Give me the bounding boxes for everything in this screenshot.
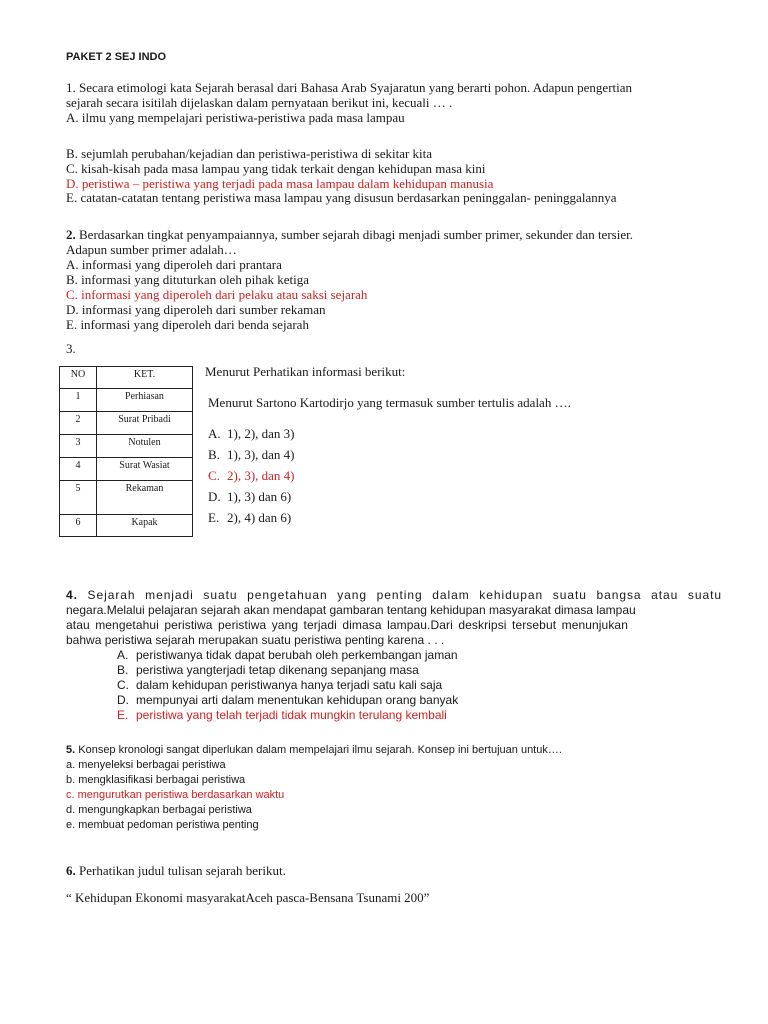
q1-option-e: E. catatan-catatan tentang peristiwa masa lampau yang disusun berdasarkan peninggalan- peninggalannya [66,190,617,205]
table-row [60,458,193,481]
q4-stem-line1 [66,588,722,603]
q4-option-d [117,693,458,708]
table-cell-no: 2 [60,412,97,435]
table-header-row [60,367,193,389]
q1-stem-line1: 1. Secara etimologi kata Sejarah berasal dari Bahasa Arab Syajaratun yang berarti pohon. Adapun pengertian [66,80,633,95]
q2-stem-text: Berdasarkan tingkat penyampaiannya, sumber sejarah dibagi menjadi sumber primer, sekunder dan tersier. [75,227,633,242]
table-cell-no: 1 [60,389,97,412]
q4-option-b [117,663,419,678]
q1-option-d-answer: D. peristiwa – peristiwa yang terjadi pada masa lampau dalam kehidupan manusia [66,176,494,191]
table-cell-ket: Perhiasan [97,389,193,412]
table-row [60,481,193,515]
q3-option-letter: C. [208,468,220,483]
table-cell-ket: Notulen [97,435,193,458]
q4-option-letter: E. [117,708,129,722]
q4-option-letter: D. [117,693,129,707]
q3-intro: Menurut Perhatikan informasi berikut: [205,364,406,379]
q3-option-b [208,447,295,462]
q3-option-letter: E. [208,510,220,525]
q6-quote: “ Kehidupan Ekonomi masyarakatAceh pasca-Bensana Tsunami 200” [66,890,430,905]
q3-option-letter: A. [208,426,221,441]
q5-option-b: b. mengklasifikasi berbagai peristiwa [66,774,246,786]
q4-option-a [117,648,458,663]
q4-option-letter: B. [117,663,129,677]
q3-stem: Menurut Sartono Kartodirjo yang termasuk sumber tertulis adalah …. [208,395,571,410]
table-cell-no: 6 [60,515,97,537]
q5-option-a: a. menyeleksi berbagai peristiwa [66,759,226,771]
page-title: PAKET 2 SEJ INDO [66,51,167,63]
q4-option-text: peristiwanya tidak dapat berubah oleh perkembangan jaman [136,648,458,662]
q4-stem-text: Sejarah menjadi suatu pengetahuan yang penting dalam kehidupan suatu bangsa atau suatu [77,588,722,602]
q4-option-letter: C. [117,678,129,692]
q3-option-d [208,489,291,504]
q6-stem-text: Perhatikan judul tulisan sejarah berikut. [75,863,286,878]
table-cell-ket: Kapak [97,515,193,537]
q3-option-letter: D. [208,489,221,504]
q5-stem [66,743,562,757]
table-row [60,515,193,537]
q4-number: 4. [66,588,78,602]
q3-number: 3. [66,341,76,356]
q3-source-table [59,366,193,537]
q2-option-a: A. informasi yang diperoleh dari prantara [66,257,282,272]
table-cell-ket: Surat Pribadi [97,412,193,435]
q4-stem-line3: atau mengetahui peristiwa peristiwa yang terjadi dimasa lampau.Dari deskripsi tersebut menunjukan [66,618,628,632]
table-cell-ket: Rekaman [97,481,193,515]
q1-option-b: B. sejumlah perubahan/kejadian dan peristiwa-peristiwa di sekitar kita [66,146,433,161]
table-cell-no: 3 [60,435,97,458]
q5-option-c-answer: c. mengurutkan peristiwa berdasarkan waktu [66,789,285,801]
table-row [60,435,193,458]
table-header-ket: KET. [97,367,193,389]
q1-option-c: C. kisah-kisah pada masa lampau yang tidak terkait dengan kehidupan masa kini [66,161,486,176]
q2-number: 2. [66,227,76,242]
q4-stem-line2: negara.Melalui pelajaran sejarah akan mendapat gambaran tentang kehidupan masyarakat dimasa lampau [66,603,636,617]
q3-option-e [208,510,291,525]
q3-option-a [208,426,295,441]
q2-option-b: B. informasi yang dituturkan oleh pihak ketiga [66,272,309,287]
q5-option-d: d. mengungkapkan berbagai peristiwa [66,804,252,816]
table-cell-no: 4 [60,458,97,481]
q4-option-text: mempunyai arti dalam menentukan kehidupan orang banyak [136,693,459,707]
q4-stem-line4: bahwa peristiwa sejarah merupakan suatu peristiwa penting karena . . . [66,633,445,647]
q3-option-letter: B. [208,447,220,462]
q4-option-letter: A. [117,648,129,662]
q4-option-text: peristiwa yang telah terjadi tidak mungkin terulang kembali [136,708,447,722]
q4-option-text: peristiwa yangterjadi tetap dikenang sepanjang masa [136,663,419,677]
q6-stem [66,863,286,878]
q3-option-text: 1), 3) dan 6) [227,489,292,504]
q3-option-text: 2), 4) dan 6) [227,510,292,525]
q6-number: 6. [66,863,76,878]
table-cell-ket: Surat Wasiat [97,458,193,481]
q1-stem-line2: sejarah secara isitilah dijelaskan dalam pernyataan berikut ini, kecuali … . [66,95,453,110]
q5-stem-text: Konsep kronologi sangat diperlukan dalam mempelajari ilmu sejarah. Konsep ini bertujuan untuk…. [75,744,562,756]
q4-option-text: dalam kehidupan peristiwanya hanya terjadi satu kali saja [136,678,443,692]
q2-stem-line2: Adapun sumber primer adalah… [66,242,237,257]
q3-option-text: 2), 3), dan 4) [227,468,295,483]
table-row [60,412,193,435]
q2-option-e: E. informasi yang diperoleh dari benda sejarah [66,317,309,332]
q1-option-a: A. ilmu yang mempelajari peristiwa-peristiwa pada masa lampau [66,110,405,125]
q3-option-text: 1), 3), dan 4) [227,447,295,462]
q2-option-d: D. informasi yang diperoleh dari sumber rekaman [66,302,326,317]
q3-option-text: 1), 2), dan 3) [227,426,295,441]
q2-option-c-answer: C. informasi yang diperoleh dari pelaku atau saksi sejarah [66,287,368,302]
q3-option-c-answer [208,468,295,483]
q5-number: 5. [66,744,76,756]
q4-option-c [117,678,442,693]
table-cell-no: 5 [60,481,97,515]
table-header-no: NO [60,367,97,389]
q4-option-e-answer [117,708,447,723]
q2-stem-line1 [66,227,633,242]
table-row [60,389,193,412]
q5-option-e: e. membuat pedoman peristiwa penting [66,819,259,831]
